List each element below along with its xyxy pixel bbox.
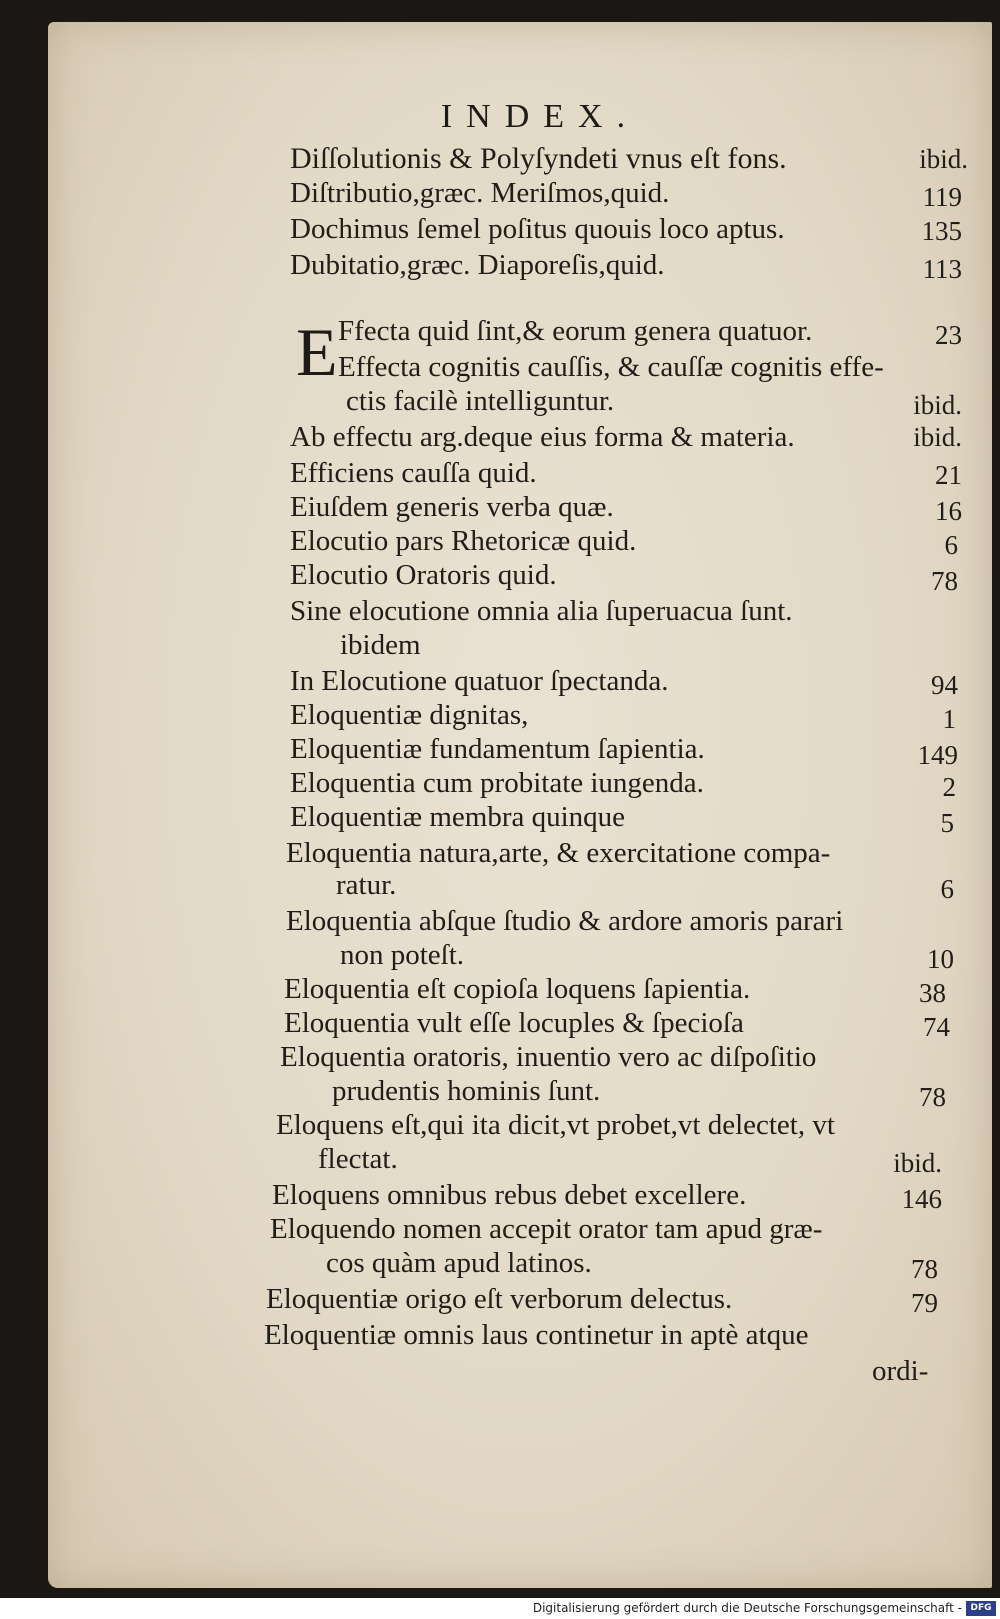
entry-page: 79 (911, 1288, 938, 1318)
page-header: INDEX. (440, 98, 640, 135)
entry-page: 6 (940, 874, 954, 904)
entry-text: flectat. (318, 1143, 398, 1175)
entry-page: 2 (942, 772, 956, 802)
entry-text: ratur. (336, 869, 397, 901)
entry-text: Eloquens omnibus rebus debet excellere. (272, 1179, 747, 1211)
entry-text: non poteſt. (340, 939, 465, 971)
entry-text: Eloquendo nomen accepit orator tam apud græ- (270, 1213, 823, 1245)
entry-text: ordi- (872, 1355, 929, 1387)
entry-text: Dochimus ſemel poſitus quouis loco aptus. (290, 213, 785, 245)
entry-page: 23 (935, 320, 962, 350)
entry-text: Eloquens eſt,qui ita dicit,vt probet,vt delectet, vt (276, 1109, 835, 1141)
entry-page: 146 (901, 1184, 942, 1214)
entry-page: ibid. (913, 422, 962, 452)
entry-text: In Elocutione quatuor ſpectanda. (290, 665, 669, 697)
entry-page: 135 (921, 216, 962, 246)
entry-page: 78 (931, 566, 958, 596)
entry-page: 10 (927, 944, 954, 974)
entry-page: 119 (922, 182, 962, 212)
entry-text: Diſtributio,græc. Meriſmos,quid. (290, 177, 670, 209)
entry-text: Ffecta quid ſint,& eorum genera quatuor. (338, 315, 813, 347)
entry-page: 21 (935, 460, 962, 490)
dfg-logo-icon: DFG (966, 1601, 996, 1616)
entry-page: 6 (944, 530, 958, 560)
entry-page: 113 (922, 254, 962, 284)
entry-text: ibidem (340, 629, 421, 661)
drop-capital: E (296, 314, 338, 390)
entry-text: Effecta cognitis cauſſis, & cauſſæ cognitis effe- (338, 351, 884, 383)
entry-text: cos quàm apud latinos. (326, 1247, 592, 1279)
entry-text: Eloquentia abſque ſtudio & ardore amoris parari (286, 905, 844, 937)
entry-page: 38 (919, 978, 946, 1008)
entry-page: 1 (942, 704, 956, 734)
entry-text: Elocutio pars Rhetoricæ quid. (290, 525, 637, 557)
entry-text: prudentis hominis ſunt. (332, 1075, 601, 1107)
entry-text: Eloquentia natura,arte, & exercitatione compa- (286, 837, 831, 869)
entry-text: ctis facilè intelliguntur. (346, 385, 615, 417)
entry-text: Eiuſdem generis verba quæ. (290, 491, 614, 523)
entry-text: Eloquentiæ fundamentum ſapientia. (290, 733, 705, 765)
entry-page: 78 (919, 1082, 946, 1112)
entry-text: Sine elocutione omnia alia ſuperuacua ſunt. (290, 595, 793, 627)
entry-text: Eloquentiæ dignitas, (290, 699, 529, 731)
entry-page: 94 (931, 670, 958, 700)
entry-text: Eloquentia eſt copioſa loquens ſapientia. (284, 973, 751, 1005)
entry-page: 149 (917, 740, 958, 770)
entry-text: Eloquentiæ omnis laus continetur in aptè atque (264, 1319, 809, 1351)
entry-page: ibid. (893, 1148, 942, 1178)
entry-text: Eloquentia oratoris, inuentio vero ac diſpoſitio (280, 1041, 817, 1073)
entry-text: Diſſolutionis & Polyſyndeti vnus eſt fons. (290, 142, 787, 175)
entry-text: Eloquentia cum probitate iungenda. (290, 767, 704, 799)
entry-text: Elocutio Oratoris quid. (290, 559, 557, 591)
entry-text: Efficiens cauſſa quid. (290, 457, 537, 489)
entry-page: 5 (940, 808, 954, 838)
entry-page: 16 (935, 496, 962, 526)
entry-page: 74 (923, 1012, 950, 1042)
entry-page: 78 (911, 1254, 938, 1284)
entry-text: Eloquentiæ membra quinque (290, 801, 626, 833)
entry-page: ibid. (919, 144, 968, 174)
entry-text: Ab effectu arg.deque eius forma & materia. (290, 421, 795, 453)
entry-page: ibid. (913, 390, 962, 420)
entry-text: Eloquentiæ origo eſt verborum delectus. (266, 1283, 733, 1315)
entry-text: Dubitatio,græc. Diaporeſis,quid. (290, 249, 665, 281)
footer-bar (0, 1598, 1000, 1619)
funding-notice: Digitalisierung gefördert durch die Deutsche Forschungsgemeinschaft - (532, 1601, 962, 1615)
entry-text: Eloquentia vult eſſe locuples & ſpecioſa (284, 1007, 744, 1039)
